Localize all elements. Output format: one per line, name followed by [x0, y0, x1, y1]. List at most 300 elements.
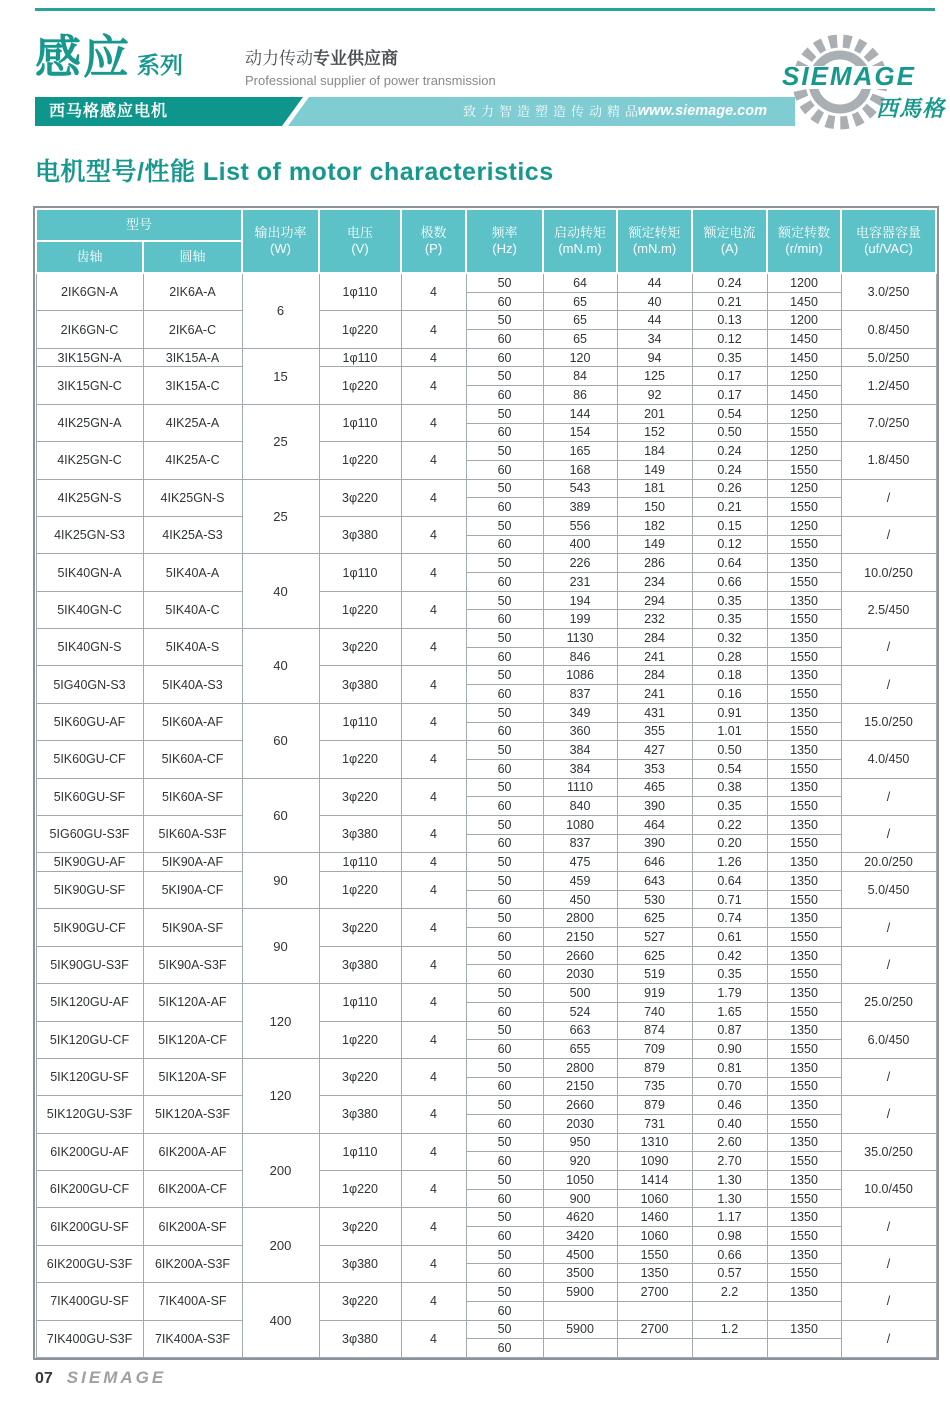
value-cell: 2700 [617, 1320, 692, 1339]
value-cell: 0.35 [692, 965, 767, 984]
value-cell: 0.64 [692, 554, 767, 573]
voltage-cell: 1φ110 [319, 554, 401, 591]
round-model-cell: 2IK6A-A [143, 273, 242, 311]
power-cell: 120 [242, 984, 319, 1059]
power-cell: 25 [242, 479, 319, 554]
gear-model-cell: 5IK120GU-S3F [36, 1096, 143, 1133]
capacitor-cell: / [841, 516, 936, 553]
round-model-cell: 5IK40A-S3 [143, 666, 242, 703]
value-cell: 740 [617, 1002, 692, 1021]
value-cell: 60 [466, 1040, 543, 1059]
poles-cell: 4 [401, 516, 466, 553]
series-title [35, 31, 183, 83]
value-cell: 1110 [543, 778, 617, 797]
col-header-current [692, 209, 767, 273]
value-cell: 1250 [767, 516, 841, 535]
value-cell: 543 [543, 479, 617, 498]
value-cell: 65 [543, 292, 617, 311]
value-cell: 2800 [543, 909, 617, 928]
siemage-logo [780, 26, 946, 140]
value-cell: 50 [466, 1171, 543, 1190]
value-cell: 60 [466, 1227, 543, 1246]
value-cell: 60 [466, 1301, 543, 1320]
capacitor-cell: / [841, 1058, 936, 1095]
round-model-cell: 2IK6A-C [143, 311, 242, 348]
value-cell [767, 1339, 841, 1358]
capacitor-cell: / [841, 629, 936, 666]
col-header-current-unit: (A) [720, 241, 739, 256]
gear-model-cell: 4IK25GN-C [36, 442, 143, 479]
value-cell: 0.21 [692, 292, 767, 311]
round-model-cell: 5IK120A-AF [143, 984, 242, 1021]
value-cell: 1250 [767, 442, 841, 461]
value-cell: 1550 [767, 797, 841, 816]
gear-model-cell: 5IK90GU-S3F [36, 946, 143, 983]
value-cell: 950 [543, 1133, 617, 1152]
value-cell: 1350 [767, 1283, 841, 1302]
value-cell: 2150 [543, 928, 617, 947]
gear-model-cell: 5IK60GU-SF [36, 778, 143, 815]
value-cell: 4500 [543, 1245, 617, 1264]
col-header-frequency [466, 209, 543, 273]
value-cell: 0.46 [692, 1096, 767, 1115]
power-cell: 60 [242, 778, 319, 853]
value-cell: 0.16 [692, 685, 767, 704]
value-cell: 1550 [767, 685, 841, 704]
value-cell: 0.35 [692, 610, 767, 629]
value-cell: 0.18 [692, 666, 767, 685]
band-website-url[interactable]: www.siemage.com [637, 103, 767, 119]
value-cell: 920 [543, 1152, 617, 1171]
table-row [36, 741, 936, 760]
value-cell: 1250 [767, 479, 841, 498]
value-cell: 0.20 [692, 834, 767, 853]
value-cell: 840 [543, 797, 617, 816]
value-cell: 50 [466, 815, 543, 834]
table-row [36, 815, 936, 834]
value-cell: 0.70 [692, 1077, 767, 1096]
col-header-power [242, 209, 319, 273]
round-model-cell: 5IK120A-S3F [143, 1096, 242, 1133]
voltage-cell: 1φ220 [319, 872, 401, 909]
value-cell: 0.40 [692, 1114, 767, 1133]
value-cell: 400 [543, 535, 617, 554]
table-row [36, 1283, 936, 1302]
value-cell: 231 [543, 573, 617, 592]
value-cell: 60 [466, 1264, 543, 1283]
value-cell: 60 [466, 292, 543, 311]
value-cell: 60 [466, 1189, 543, 1208]
voltage-cell: 3φ220 [319, 629, 401, 666]
round-model-cell: 6IK200A-S3F [143, 1245, 242, 1282]
capacitor-cell: / [841, 909, 936, 946]
value-cell: 1060 [617, 1227, 692, 1246]
motor-table-wrap [35, 208, 935, 1358]
value-cell: 1550 [767, 1152, 841, 1171]
poles-cell: 4 [401, 1208, 466, 1245]
value-cell: 0.87 [692, 1021, 767, 1040]
value-cell: 384 [543, 759, 617, 778]
capacitor-cell: 0.8/450 [841, 311, 936, 348]
poles-cell: 4 [401, 778, 466, 815]
capacitor-cell: / [841, 1208, 936, 1245]
table-row [36, 666, 936, 685]
voltage-cell: 3φ380 [319, 1245, 401, 1282]
value-cell: 0.81 [692, 1058, 767, 1077]
power-cell: 200 [242, 1133, 319, 1208]
value-cell: 50 [466, 1096, 543, 1115]
power-cell: 400 [242, 1283, 319, 1358]
table-row [36, 872, 936, 891]
value-cell: 2150 [543, 1077, 617, 1096]
col-header-power-label: 输出功率 [254, 224, 307, 240]
value-cell: 0.35 [692, 591, 767, 610]
value-cell: 1.26 [692, 853, 767, 872]
company-tagline [245, 49, 496, 88]
table-row [36, 778, 936, 797]
value-cell: 154 [543, 423, 617, 442]
poles-cell: 4 [401, 1096, 466, 1133]
capacitor-cell: / [841, 1245, 936, 1282]
value-cell: 0.35 [692, 797, 767, 816]
voltage-cell: 3φ380 [319, 666, 401, 703]
value-cell: 286 [617, 554, 692, 573]
round-model-cell: 6IK200A-AF [143, 1133, 242, 1170]
value-cell: 625 [617, 909, 692, 928]
value-cell: 0.17 [692, 386, 767, 405]
power-cell: 90 [242, 909, 319, 984]
poles-cell: 4 [401, 853, 466, 872]
round-model-cell: 4IK25A-A [143, 404, 242, 441]
value-cell: 646 [617, 853, 692, 872]
value-cell: 1550 [767, 1264, 841, 1283]
poles-cell: 4 [401, 273, 466, 311]
value-cell: 1550 [767, 498, 841, 517]
voltage-cell: 1φ220 [319, 442, 401, 479]
col-header-voltage-unit: (V) [351, 241, 369, 256]
gear-model-cell: 2IK6GN-C [36, 311, 143, 348]
value-cell: 60 [466, 928, 543, 947]
value-cell [767, 1301, 841, 1320]
value-cell: 50 [466, 778, 543, 797]
value-cell: 1350 [767, 815, 841, 834]
value-cell: 464 [617, 815, 692, 834]
voltage-cell: 3φ220 [319, 1283, 401, 1320]
value-cell: 1130 [543, 629, 617, 648]
value-cell: 50 [466, 404, 543, 423]
value-cell: 120 [543, 348, 617, 367]
power-cell: 200 [242, 1208, 319, 1283]
poles-cell: 4 [401, 741, 466, 778]
value-cell: 919 [617, 984, 692, 1003]
value-cell: 60 [466, 386, 543, 405]
value-cell: 0.54 [692, 759, 767, 778]
value-cell: 4620 [543, 1208, 617, 1227]
value-cell [543, 1339, 617, 1358]
value-cell: 519 [617, 965, 692, 984]
band-slogan: 致力智造塑造传动精品 [462, 104, 643, 119]
value-cell: 1050 [543, 1171, 617, 1190]
value-cell: 1350 [767, 1171, 841, 1190]
value-cell: 2660 [543, 1096, 617, 1115]
value-cell: 1350 [767, 1245, 841, 1264]
value-cell: 1310 [617, 1133, 692, 1152]
poles-cell: 4 [401, 404, 466, 441]
value-cell: 1350 [767, 703, 841, 722]
value-cell: 349 [543, 703, 617, 722]
round-model-cell: 5IK60A-CF [143, 741, 242, 778]
capacitor-cell: 20.0/250 [841, 853, 936, 872]
value-cell: 44 [617, 311, 692, 330]
poles-cell: 4 [401, 479, 466, 516]
table-row [36, 1021, 936, 1040]
table-row [36, 1058, 936, 1077]
value-cell: 50 [466, 442, 543, 461]
value-cell: 837 [543, 834, 617, 853]
poles-cell: 4 [401, 1171, 466, 1208]
value-cell: 50 [466, 1021, 543, 1040]
value-cell: 1350 [767, 629, 841, 648]
value-cell: 1250 [767, 367, 841, 386]
value-cell: 50 [466, 479, 543, 498]
voltage-cell: 3φ380 [319, 1320, 401, 1357]
value-cell: 1450 [767, 292, 841, 311]
value-cell: 50 [466, 666, 543, 685]
value-cell: 1.2 [692, 1320, 767, 1339]
band-product-label: 西马格感应电机 [49, 103, 169, 120]
value-cell: 1450 [767, 330, 841, 349]
value-cell: 0.24 [692, 273, 767, 292]
value-cell: 181 [617, 479, 692, 498]
power-cell: 6 [242, 273, 319, 348]
voltage-cell: 3φ380 [319, 946, 401, 983]
value-cell: 0.64 [692, 872, 767, 891]
col-header-frequency-unit: (Hz) [492, 241, 517, 256]
poles-cell: 4 [401, 442, 466, 479]
poles-cell: 4 [401, 629, 466, 666]
value-cell [617, 1301, 692, 1320]
value-cell: 60 [466, 1114, 543, 1133]
gear-model-cell: 6IK200GU-CF [36, 1171, 143, 1208]
value-cell: 0.98 [692, 1227, 767, 1246]
value-cell: 0.24 [692, 442, 767, 461]
value-cell: 2.2 [692, 1283, 767, 1302]
value-cell: 125 [617, 367, 692, 386]
table-row [36, 909, 936, 928]
table-row [36, 946, 936, 965]
header-band [35, 97, 795, 126]
poles-cell: 4 [401, 1245, 466, 1282]
value-cell: 1350 [767, 872, 841, 891]
value-cell: 50 [466, 554, 543, 573]
round-model-cell: 5IK120A-CF [143, 1021, 242, 1058]
voltage-cell: 1φ220 [319, 1021, 401, 1058]
value-cell: 0.74 [692, 909, 767, 928]
value-cell: 384 [543, 741, 617, 760]
round-model-cell: 7IK400A-S3F [143, 1320, 242, 1357]
value-cell: 837 [543, 685, 617, 704]
table-row [36, 1320, 936, 1339]
round-model-cell: 5IK40A-S [143, 629, 242, 666]
col-header-frequency-label: 频率 [491, 224, 518, 240]
value-cell: 60 [466, 685, 543, 704]
value-cell: 1550 [617, 1245, 692, 1264]
table-body [36, 273, 936, 1357]
value-cell: 1550 [767, 460, 841, 479]
value-cell: 3500 [543, 1264, 617, 1283]
value-cell: 0.90 [692, 1040, 767, 1059]
value-cell: 1550 [767, 573, 841, 592]
value-cell: 50 [466, 311, 543, 330]
value-cell: 34 [617, 330, 692, 349]
value-cell [692, 1301, 767, 1320]
value-cell: 2700 [617, 1283, 692, 1302]
table-header [36, 209, 936, 273]
gear-model-cell: 5IK120GU-CF [36, 1021, 143, 1058]
value-cell: 1550 [767, 1077, 841, 1096]
value-cell: 0.35 [692, 348, 767, 367]
value-cell: 2.60 [692, 1133, 767, 1152]
capacitor-cell: / [841, 1320, 936, 1357]
value-cell: 144 [543, 404, 617, 423]
voltage-cell: 1φ110 [319, 1133, 401, 1170]
value-cell: 1200 [767, 273, 841, 292]
value-cell: 234 [617, 573, 692, 592]
round-model-cell: 5IK90A-AF [143, 853, 242, 872]
value-cell [692, 1339, 767, 1358]
value-cell: 500 [543, 984, 617, 1003]
footer-brand-logo: SIEMAGE [66, 1368, 167, 1387]
value-cell: 1350 [767, 1021, 841, 1040]
value-cell: 50 [466, 853, 543, 872]
value-cell: 1550 [767, 610, 841, 629]
col-header-capacitor-label: 电容器容量 [856, 224, 922, 240]
col-header-start-torque [543, 209, 617, 273]
capacitor-cell: / [841, 946, 936, 983]
value-cell: 60 [466, 1339, 543, 1358]
table-row [36, 853, 936, 872]
col-header-capacitor [841, 209, 936, 273]
value-cell: 390 [617, 834, 692, 853]
value-cell: 226 [543, 554, 617, 573]
value-cell: 389 [543, 498, 617, 517]
capacitor-cell: 15.0/250 [841, 703, 936, 740]
value-cell: 0.32 [692, 629, 767, 648]
capacitor-cell: 3.0/250 [841, 273, 936, 311]
round-model-cell: 5IK60A-SF [143, 778, 242, 815]
value-cell: 1550 [767, 423, 841, 442]
motor-characteristics-table [35, 208, 937, 1358]
gear-model-cell: 4IK25GN-A [36, 404, 143, 441]
value-cell: 94 [617, 348, 692, 367]
capacitor-cell: 35.0/250 [841, 1133, 936, 1170]
capacitor-cell: / [841, 1096, 936, 1133]
value-cell: 60 [466, 535, 543, 554]
gear-model-cell: 5IK90GU-CF [36, 909, 143, 946]
value-cell: 524 [543, 1002, 617, 1021]
value-cell: 530 [617, 890, 692, 909]
value-cell: 846 [543, 647, 617, 666]
value-cell: 150 [617, 498, 692, 517]
value-cell: 60 [466, 348, 543, 367]
value-cell: 1350 [767, 1058, 841, 1077]
table-row [36, 311, 936, 330]
value-cell: 1090 [617, 1152, 692, 1171]
power-cell: 40 [242, 554, 319, 629]
table-row [36, 367, 936, 386]
col-header-poles [401, 209, 466, 273]
voltage-cell: 3φ220 [319, 778, 401, 815]
round-model-cell: 6IK200A-SF [143, 1208, 242, 1245]
voltage-cell: 1φ110 [319, 703, 401, 740]
gear-model-cell: 5IK90GU-SF [36, 872, 143, 909]
table-row [36, 984, 936, 1003]
value-cell: 1350 [767, 853, 841, 872]
capacitor-cell: 4.0/450 [841, 741, 936, 778]
value-cell: 50 [466, 872, 543, 891]
value-cell: 2.70 [692, 1152, 767, 1171]
value-cell: 50 [466, 703, 543, 722]
voltage-cell: 1φ110 [319, 984, 401, 1021]
value-cell: 50 [466, 1283, 543, 1302]
round-model-cell: 3IK15A-A [143, 348, 242, 367]
table-row [36, 1245, 936, 1264]
table-row [36, 404, 936, 423]
table-row [36, 273, 936, 292]
gear-model-cell: 7IK400GU-S3F [36, 1320, 143, 1357]
poles-cell: 4 [401, 666, 466, 703]
voltage-cell: 1φ110 [319, 853, 401, 872]
value-cell: 1550 [767, 1002, 841, 1021]
col-header-start-torque-unit: (mN.m) [558, 241, 602, 256]
gear-model-cell: 6IK200GU-SF [36, 1208, 143, 1245]
value-cell: 60 [466, 759, 543, 778]
value-cell: 60 [466, 722, 543, 741]
capacitor-cell: / [841, 479, 936, 516]
col-header-rated-torque [617, 209, 692, 273]
value-cell: 2660 [543, 946, 617, 965]
value-cell: 50 [466, 1208, 543, 1227]
value-cell: 64 [543, 273, 617, 292]
voltage-cell: 3φ220 [319, 909, 401, 946]
value-cell: 60 [466, 834, 543, 853]
poles-cell: 4 [401, 909, 466, 946]
round-model-cell: 4IK25GN-S [143, 479, 242, 516]
value-cell: 1450 [767, 386, 841, 405]
value-cell: 50 [466, 629, 543, 648]
table-row [36, 348, 936, 367]
value-cell: 0.12 [692, 535, 767, 554]
table-row [36, 1096, 936, 1115]
value-cell: 1250 [767, 404, 841, 423]
capacitor-cell: / [841, 815, 936, 852]
value-cell: 60 [466, 330, 543, 349]
value-cell: 1350 [767, 666, 841, 685]
value-cell: 431 [617, 703, 692, 722]
value-cell: 1060 [617, 1189, 692, 1208]
value-cell: 0.61 [692, 928, 767, 947]
table-row [36, 554, 936, 573]
value-cell: 50 [466, 367, 543, 386]
poles-cell: 4 [401, 1058, 466, 1095]
capacitor-cell: 5.0/250 [841, 348, 936, 367]
top-divider [35, 8, 935, 11]
power-cell: 15 [242, 348, 319, 404]
table-row [36, 516, 936, 535]
value-cell: 2030 [543, 1114, 617, 1133]
gear-model-cell: 7IK400GU-SF [36, 1283, 143, 1320]
value-cell: 0.21 [692, 498, 767, 517]
